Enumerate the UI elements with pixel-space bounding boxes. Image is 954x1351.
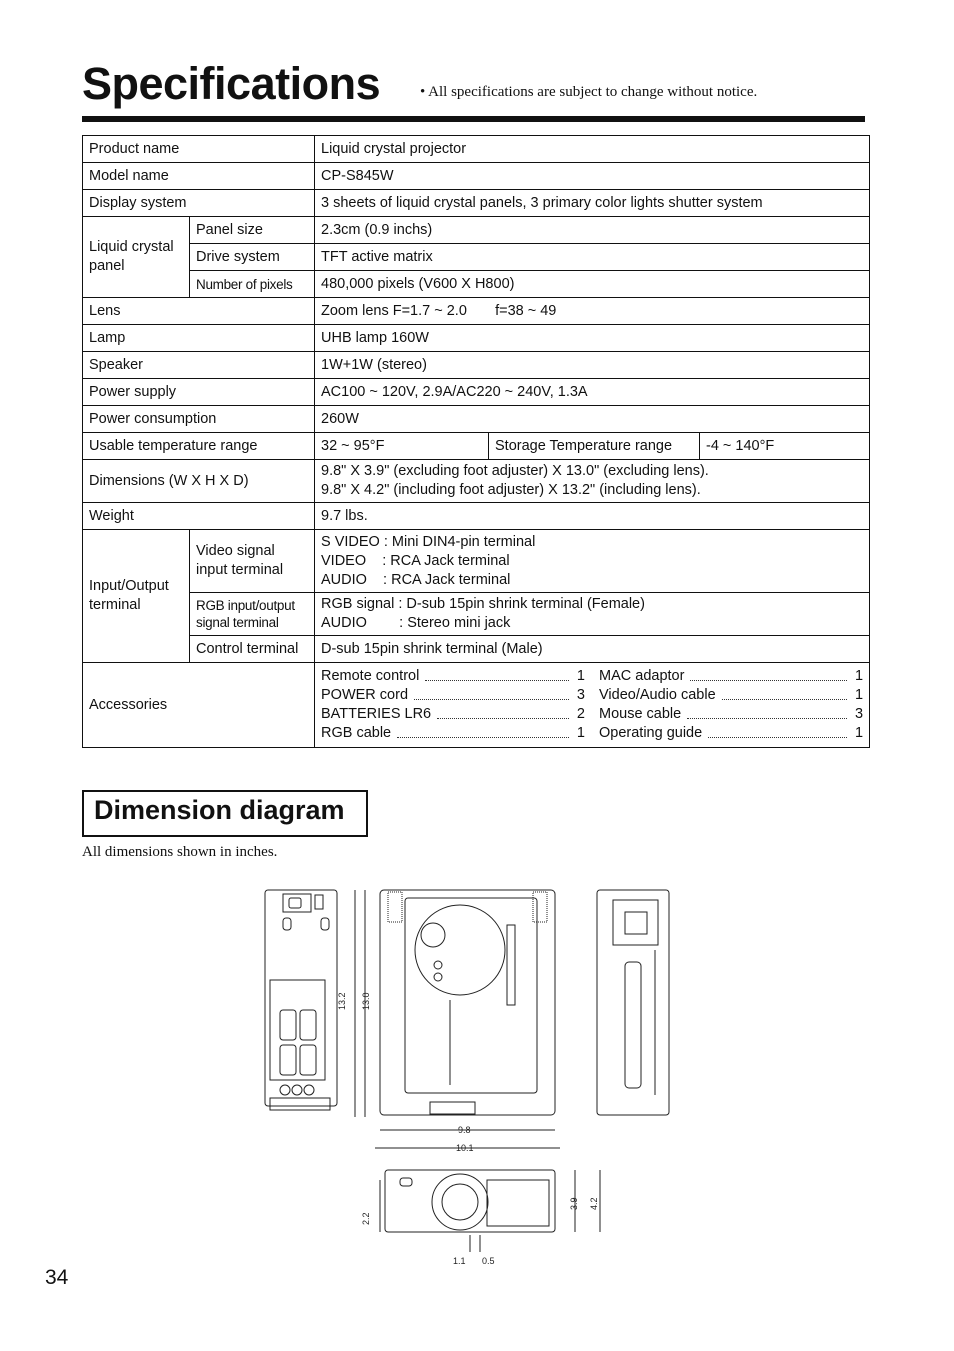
dimensions-line: 9.8" X 4.2" (including foot adjuster) X 13.2" (including lens). xyxy=(321,482,701,498)
table-row xyxy=(83,217,870,244)
spec-value: TFT active matrix xyxy=(315,244,870,271)
spec-value: 3 sheets of liquid crystal panels, 3 primary color lights shutter system xyxy=(315,190,870,217)
accessory-item xyxy=(599,667,863,686)
spec-value: 32 ~ 95°F xyxy=(315,433,489,460)
table-row xyxy=(83,593,870,636)
table-row xyxy=(83,325,870,352)
accessories-list xyxy=(315,663,870,748)
page-title: Specifications xyxy=(82,58,381,109)
dimensions-line: 9.8" X 3.9" (excluding foot adjuster) X 13.0" (excluding lens). xyxy=(321,463,709,479)
page-number: 34 xyxy=(45,1266,69,1289)
accessories-grid xyxy=(321,665,863,745)
spec-value: CP-S845W xyxy=(315,163,870,190)
spec-sublabel: Number of pixels xyxy=(190,271,315,298)
accessory-name: RGB cable xyxy=(321,725,392,741)
dim-label-2.2: 2.2 xyxy=(361,1212,371,1225)
spec-value: 480,000 pixels (V600 X H800) xyxy=(315,271,870,298)
table-row xyxy=(83,433,870,460)
dim-label-10.1: 10.1 xyxy=(456,1143,474,1153)
spec-label: Model name xyxy=(83,163,315,190)
leader-dots xyxy=(687,718,847,719)
spec-label: Display system xyxy=(83,190,315,217)
rear-view xyxy=(265,890,337,1110)
spec-sublabel: Video signal input terminal xyxy=(190,530,315,593)
spec-label: Weight xyxy=(83,503,315,530)
spec-value: 260W xyxy=(315,406,870,433)
specs-notice: • All specifications are subject to change without notice. xyxy=(420,84,758,100)
leader-dots xyxy=(708,737,847,738)
spec-value: 9.7 lbs. xyxy=(315,503,870,530)
video-line: S VIDEO : Mini DIN4-pin terminal xyxy=(321,533,536,550)
accessory-item xyxy=(321,667,585,686)
accessory-name: BATTERIES LR6 xyxy=(321,706,432,722)
table-row xyxy=(83,298,870,325)
specifications-table xyxy=(82,135,870,748)
dim-label-13.2: 13.2 xyxy=(337,992,347,1010)
spec-label: Lamp xyxy=(83,325,315,352)
spec-label: Input/Output terminal xyxy=(83,530,190,663)
table-row xyxy=(83,352,870,379)
table-row xyxy=(83,244,870,271)
dimension-note: All dimensions shown in inches. xyxy=(82,844,278,860)
spec-label: Usable temperature range xyxy=(83,433,315,460)
spec-sublabel: Drive system xyxy=(190,244,315,271)
accessory-qty: 3 xyxy=(576,687,585,703)
spec-label: Power consumption xyxy=(83,406,315,433)
spec-sublabel: Control terminal xyxy=(190,636,315,663)
table-row xyxy=(83,663,870,748)
spec-label: Storage Temperature range xyxy=(489,433,700,460)
dim-label-4.2: 4.2 xyxy=(589,1197,599,1210)
leader-dots xyxy=(414,699,569,700)
spec-label: Liquid crystal panel xyxy=(83,217,190,298)
accessory-qty: 3 xyxy=(854,706,864,722)
spec-label: Accessories xyxy=(83,663,315,748)
table-row xyxy=(83,503,870,530)
rgb-line: RGB signal : D-sub 15pin shrink terminal (Female) xyxy=(321,596,645,612)
table-row xyxy=(83,163,870,190)
accessory-name: Mouse cable xyxy=(599,706,682,722)
side-view xyxy=(597,890,669,1115)
top-view xyxy=(355,890,560,1148)
accessory-qty: 2 xyxy=(576,706,585,722)
spec-value: 1W+1W (stereo) xyxy=(315,352,870,379)
dimension-diagram xyxy=(255,880,685,1270)
accessory-item xyxy=(321,705,585,724)
spec-label: Product name xyxy=(83,136,315,163)
spec-value xyxy=(315,530,870,593)
accessory-qty: 1 xyxy=(576,668,585,684)
spec-value: AC100 ~ 120V, 2.9A/AC220 ~ 240V, 1.3A xyxy=(315,379,870,406)
dim-label-1.1: 1.1 xyxy=(453,1256,466,1266)
spec-value: Liquid crystal projector xyxy=(315,136,870,163)
spec-value: -4 ~ 140°F xyxy=(700,433,870,460)
leader-dots xyxy=(690,680,847,681)
accessory-item xyxy=(599,724,863,743)
title-rule xyxy=(82,116,865,122)
accessory-item xyxy=(599,705,863,724)
table-row xyxy=(83,636,870,663)
spec-value: 2.3cm (0.9 inchs) xyxy=(315,217,870,244)
leader-dots xyxy=(437,718,569,719)
spec-sublabel: Panel size xyxy=(190,217,315,244)
table-row xyxy=(83,406,870,433)
accessory-item xyxy=(321,724,585,743)
accessory-name: POWER cord xyxy=(321,687,409,703)
spec-value: D-sub 15pin shrink terminal (Male) xyxy=(315,636,870,663)
table-row xyxy=(83,136,870,163)
table-row xyxy=(83,460,870,503)
spec-value xyxy=(315,460,870,503)
section-title: Dimension diagram xyxy=(94,795,345,825)
spec-label: Power supply xyxy=(83,379,315,406)
video-line: AUDIO : RCA Jack terminal xyxy=(321,571,511,588)
spec-value: Zoom lens F=1.7 ~ 2.0 f=38 ~ 49 xyxy=(315,298,870,325)
accessory-item xyxy=(599,686,863,705)
accessory-name: Operating guide xyxy=(599,725,703,741)
leader-dots xyxy=(397,737,569,738)
table-row xyxy=(83,190,870,217)
spec-sublabel: RGB input/output signal terminal xyxy=(190,593,315,636)
accessory-name: Remote control xyxy=(321,668,420,684)
dim-label-0.5: 0.5 xyxy=(482,1256,495,1266)
rgb-line: AUDIO : Stereo mini jack xyxy=(321,615,511,631)
spec-value: UHB lamp 160W xyxy=(315,325,870,352)
accessory-item xyxy=(321,686,585,705)
table-row xyxy=(83,379,870,406)
dim-label-3.9: 3.9 xyxy=(569,1197,579,1210)
accessory-qty: 1 xyxy=(854,725,864,741)
front-view xyxy=(380,1170,600,1252)
video-line: VIDEO : RCA Jack terminal xyxy=(321,552,510,569)
dim-label-9.8: 9.8 xyxy=(458,1125,471,1135)
accessory-qty: 1 xyxy=(854,687,864,703)
accessory-qty: 1 xyxy=(576,725,585,741)
accessory-name: MAC adaptor xyxy=(599,668,685,684)
spec-value xyxy=(315,593,870,636)
leader-dots xyxy=(425,680,569,681)
accessory-qty: 1 xyxy=(854,668,864,684)
table-row xyxy=(83,530,870,593)
accessory-name: Video/Audio cable xyxy=(599,687,716,703)
dim-label-13.0: 13.0 xyxy=(361,992,371,1010)
spec-label: Lens xyxy=(83,298,315,325)
spec-label: Speaker xyxy=(83,352,315,379)
table-row xyxy=(83,271,870,298)
spec-label: Dimensions (W X H X D) xyxy=(83,460,315,503)
leader-dots xyxy=(722,699,847,700)
